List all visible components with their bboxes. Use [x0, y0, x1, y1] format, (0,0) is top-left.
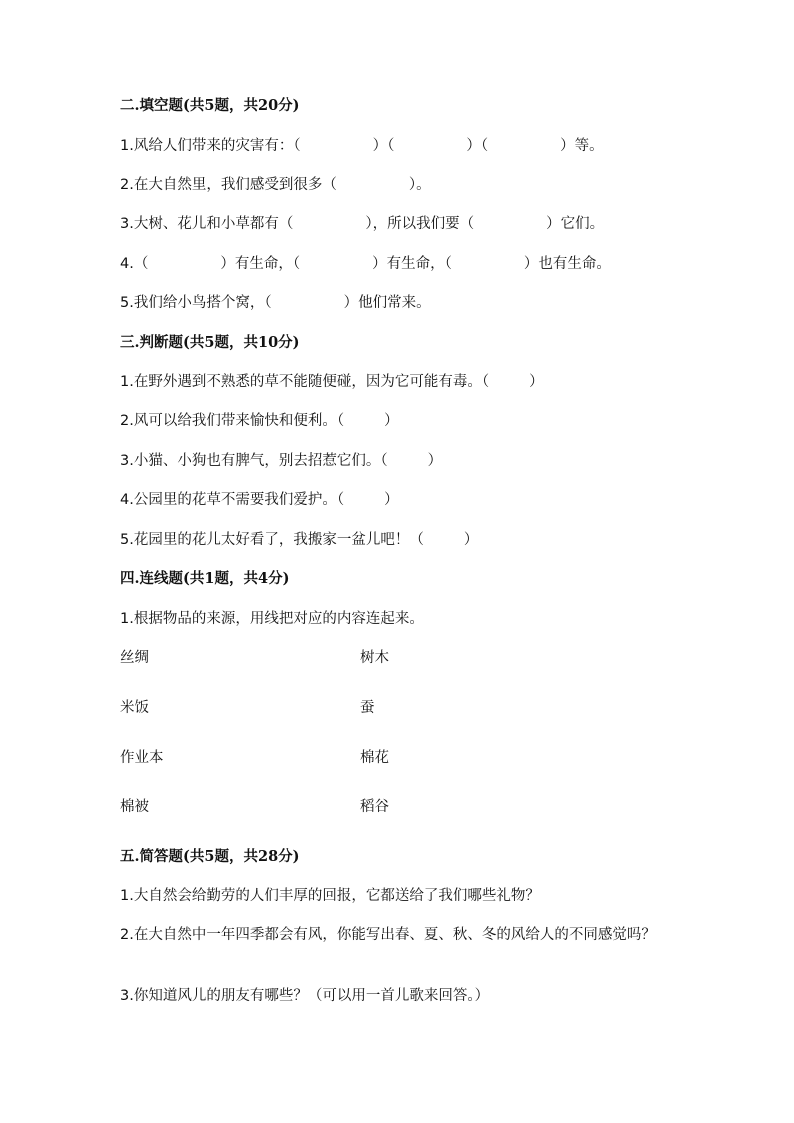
section-heading-short: 五.简答题(共5题，共28分) — [120, 848, 300, 865]
short-question-3: 3.你知道风儿的朋友有哪些？（可以用一首儿歌来回答。） — [120, 988, 490, 1004]
match-left-item[interactable]: 米饭 — [120, 700, 149, 716]
match-left-item[interactable]: 丝绸 — [120, 650, 149, 666]
judge-question-1: 1.在野外遇到不熟悉的草不能随便碰，因为它可能有毒。（ ） — [120, 374, 544, 390]
section-heading-judge: 三.判断题(共5题，共10分) — [120, 334, 300, 351]
short-question-1: 1.大自然会给勤劳的人们丰厚的回报，它都送给了我们哪些礼物？ — [120, 888, 540, 904]
match-left-item[interactable]: 作业本 — [120, 750, 164, 766]
fill-question-2: 2.在大自然里，我们感受到很多（ ）。 — [120, 177, 431, 193]
match-question-1: 1.根据物品的来源，用线把对应的内容连起来。 — [120, 611, 424, 627]
match-right-item[interactable]: 稻谷 — [360, 799, 389, 815]
judge-question-4: 4.公园里的花草不需要我们爱护。（ ） — [120, 492, 399, 508]
match-right-item[interactable]: 树木 — [360, 650, 389, 666]
judge-question-2: 2.风可以给我们带来愉快和便利。（ ） — [120, 413, 399, 429]
match-right-item[interactable]: 蚕 — [360, 700, 375, 716]
match-right-item[interactable]: 棉花 — [360, 750, 389, 766]
fill-question-5: 5.我们给小鸟搭个窝，（ ）他们常来。 — [120, 295, 431, 311]
short-question-2: 2.在大自然中一年四季都会有风，你能写出春、夏、秋、冬的风给人的不同感觉吗？ — [120, 927, 656, 943]
section-heading-fill: 二.填空题(共5题，共20分) — [120, 97, 300, 114]
judge-question-5: 5.花园里的花儿太好看了，我搬家一盆儿吧！（ ） — [120, 532, 479, 548]
fill-question-4: 4.（ ）有生命，（ ）有生命，（ ）也有生命。 — [120, 256, 611, 272]
fill-question-1: 1.风给人们带来的灾害有：（ ）（ ）（ ）等。 — [120, 138, 604, 154]
judge-question-3: 3.小猫、小狗也有脾气，别去招惹它们。（ ） — [120, 453, 443, 469]
fill-question-3: 3.大树、花儿和小草都有（ ），所以我们要（ ）它们。 — [120, 216, 605, 232]
section-heading-match: 四.连线题(共1题，共4分) — [120, 570, 290, 587]
match-left-item[interactable]: 棉被 — [120, 799, 149, 815]
